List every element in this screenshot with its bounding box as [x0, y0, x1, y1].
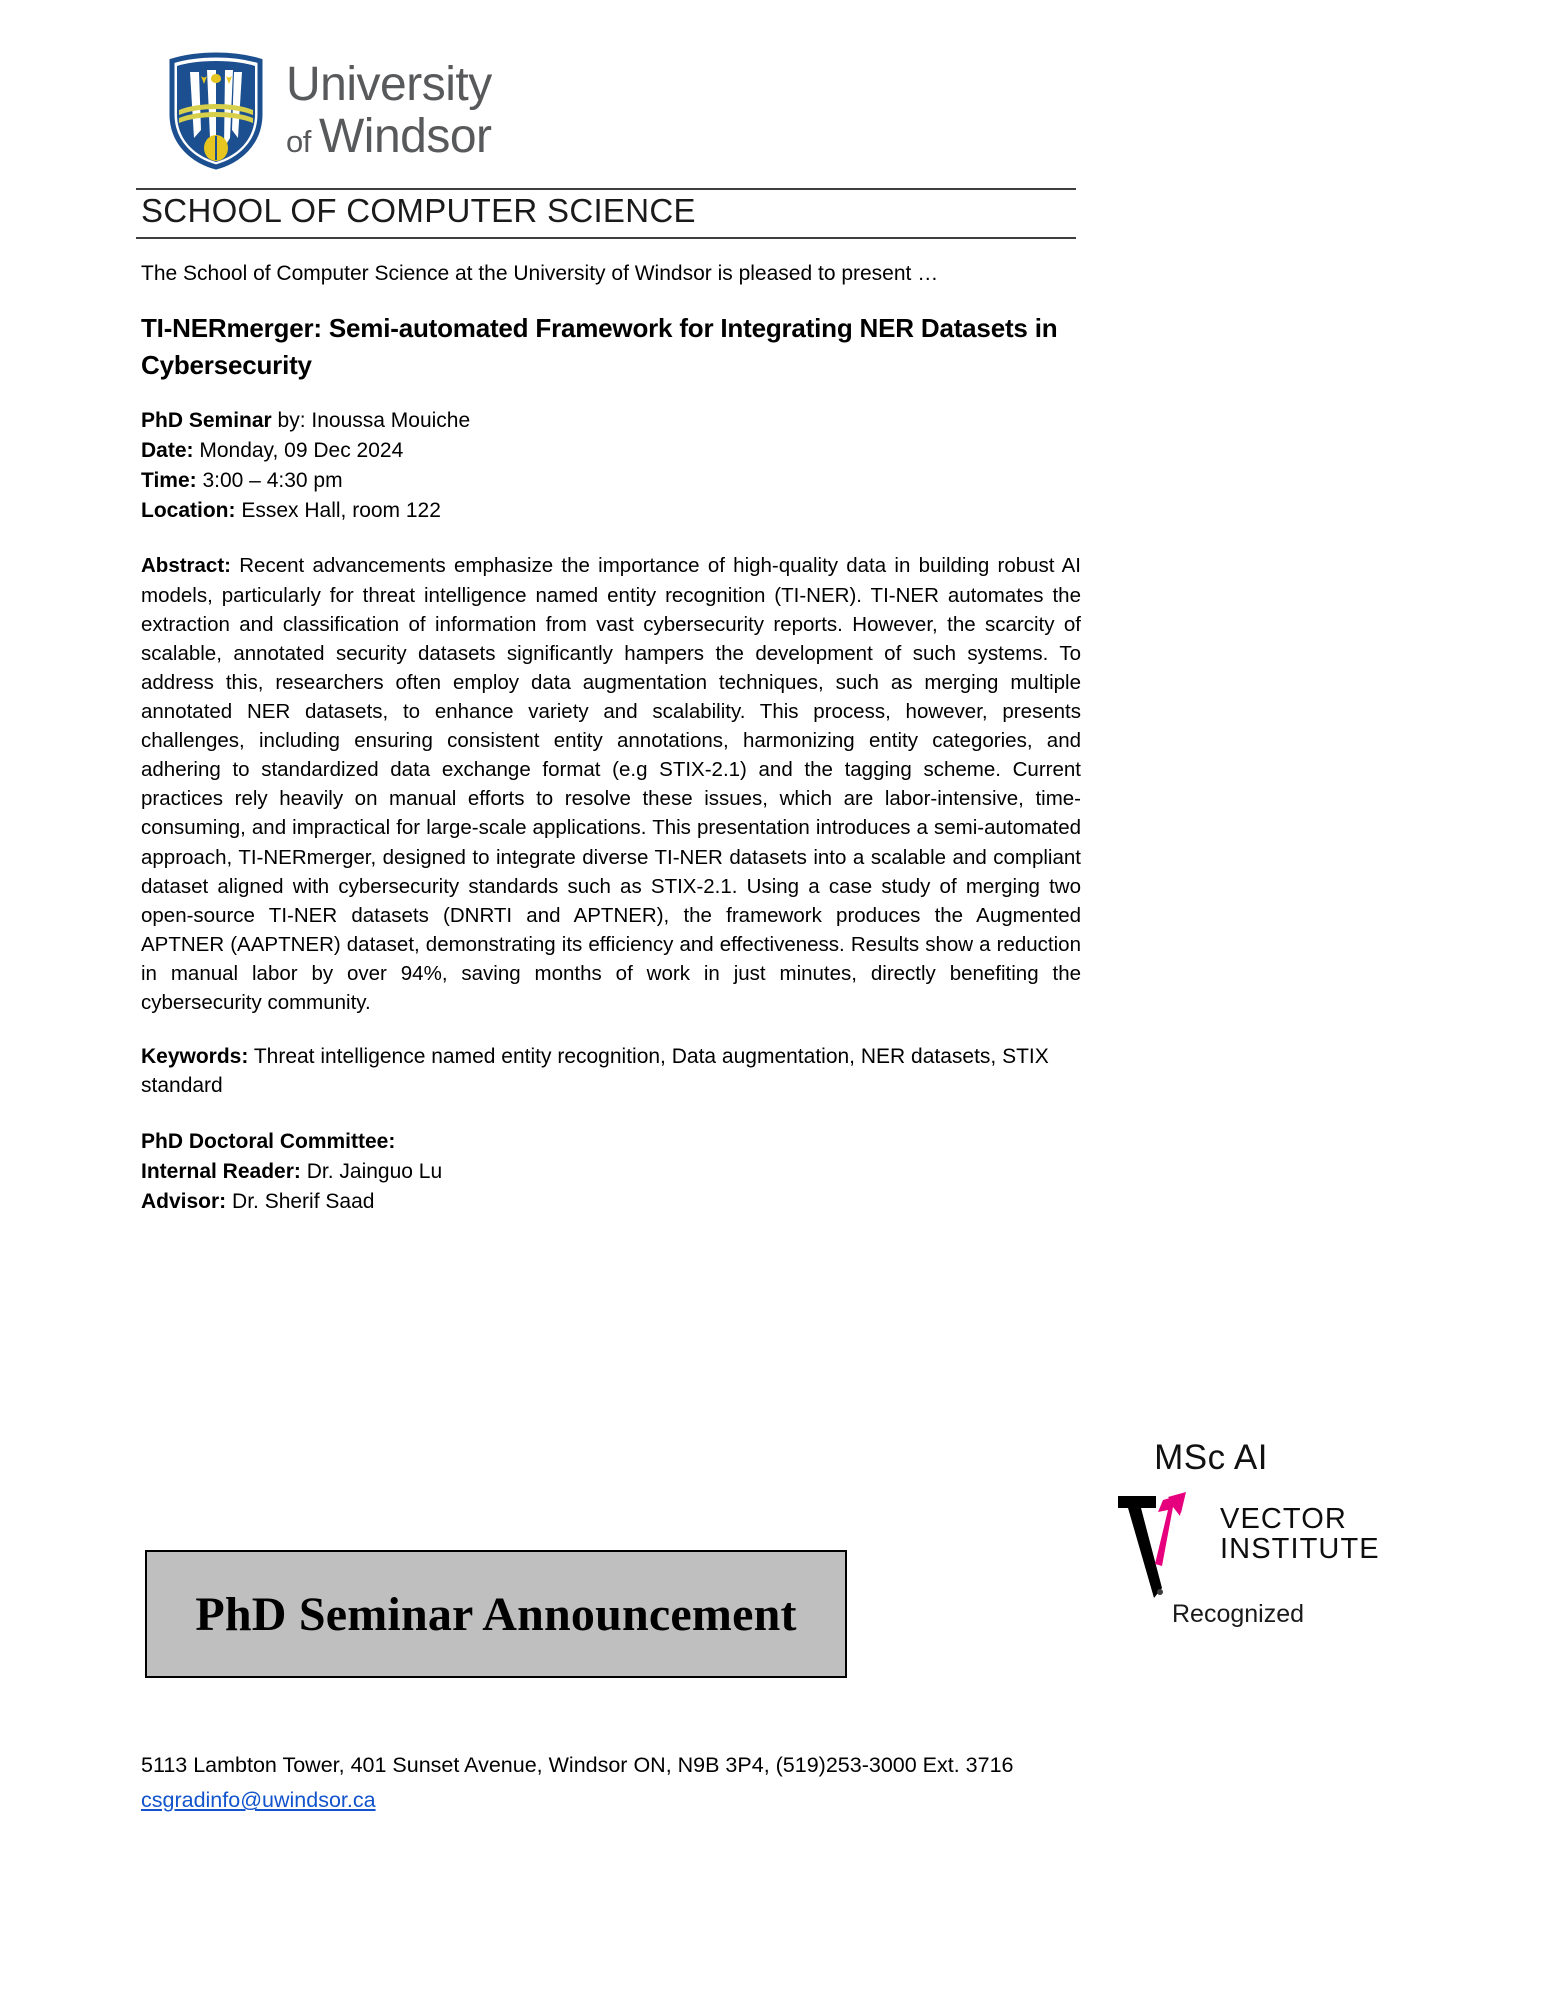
internal-reader-value: Dr. Jainguo Lu [300, 1159, 443, 1183]
detail-row-seminar [141, 406, 1081, 436]
vector-institute-logo-icon [1110, 1482, 1218, 1598]
intro-text: The School of Computer Science at the University of Windsor is pleased to present … [141, 262, 939, 285]
announcement-banner-text: PhD Seminar Announcement [195, 1587, 797, 1641]
vector-word-line-1: VECTOR [1220, 1503, 1347, 1535]
wordmark-windsor: Windsor [318, 110, 492, 163]
vector-institute-block [1110, 1438, 1430, 1598]
msc-ai-label: MSc AI [1154, 1438, 1268, 1477]
abstract-paragraph [141, 551, 1081, 1017]
time-value: 3:00 – 4:30 pm [196, 468, 343, 492]
committee-block [141, 1127, 1081, 1216]
school-name: SCHOOL OF COMPUTER SCIENCE [141, 192, 696, 229]
vector-institute-wordmark [1220, 1504, 1380, 1564]
committee-row-internal-reader [141, 1157, 1081, 1187]
university-wordmark [286, 58, 492, 163]
abstract-label: Abstract: [141, 554, 231, 578]
wordmark-line-1: University [286, 58, 492, 111]
location-label: Location: [141, 498, 236, 522]
main-content [141, 260, 1081, 1217]
keywords-value: Threat intelligence named entity recognition, Data augmentation, NER datasets, STIX standard [141, 1045, 1049, 1098]
date-value: Monday, 09 Dec 2024 [193, 438, 404, 462]
seminar-details [141, 406, 1081, 525]
header-rule-bottom [136, 237, 1076, 239]
university-logo-block [168, 52, 492, 170]
announcement-banner [145, 1550, 847, 1678]
time-label: Time: [141, 468, 197, 492]
keywords-paragraph [141, 1043, 1081, 1101]
advisor-label: Advisor: [141, 1189, 227, 1213]
committee-row-advisor [141, 1187, 1081, 1217]
header-rule-top [136, 188, 1076, 190]
footer-email-link[interactable]: csgradinfo@uwindsor.ca [141, 1788, 376, 1813]
wordmark-of: of [286, 124, 319, 159]
detail-row-time [141, 466, 1081, 496]
date-label: Date: [141, 438, 194, 462]
detail-row-location [141, 496, 1081, 526]
committee-heading: PhD Doctoral Committee: [141, 1130, 396, 1154]
keywords-label: Keywords: [141, 1045, 249, 1069]
vector-word-line-2: INSTITUTE [1220, 1533, 1380, 1566]
detail-row-date [141, 436, 1081, 466]
talk-title: TI-NERmerger: Semi-automated Framework for Integrating NER Datasets in Cybersecurity [141, 313, 1058, 381]
wordmark-line-2 [286, 110, 492, 163]
advisor-value: Dr. Sherif Saad [226, 1189, 375, 1213]
footer-address: 5113 Lambton Tower, 401 Sunset Avenue, Windsor ON, N9B 3P4, (519)253-3000 Ext. 3716 [141, 1753, 1014, 1777]
footer [141, 1750, 1141, 1816]
location-value: Essex Hall, room 122 [235, 498, 441, 522]
abstract-text: Recent advancements emphasize the importance of high-quality data in building robust AI models, particularly for threat intelligence named entity recognition (TI-NER). TI-NER automates the extraction and classification of information from vast cybersecurity reports. However, the scarcity of scalable, annotated security datasets significantly hampers the development of such systems. To address this, researchers often employ data augmentation techniques, such as merging multiple annotated NER datasets, to enhance variety and scalability. This process, however, presents challenges, including ensuring consistent entity annotations, harmonizing entity categories, and adhering to standardized data exchange format (e.g STIX-2.1) and the tagging scheme. Current practices rely heavily on manual efforts to resolve these issues, which are labor-intensive, time-consuming, and impractical for large-scale applications. This presentation introduces a semi-automated approach, TI-NERmerger, designed to integrate diverse TI-NER datasets into a scalable and compliant dataset aligned with cybersecurity standards such as STIX-2.1. Using a case study of merging two open-source TI-NER datasets (DNRTI and APTNER), the framework produces the Augmented APTNER (AAPTNER) dataset, demonstrating its efficiency and effectiveness. Results show a reduction in manual labor by over 94%, saving months of work in just minutes, directly benefiting the cybersecurity community. [141, 554, 1081, 1015]
vector-recognized-label: Recognized [1172, 1600, 1305, 1628]
internal-reader-label: Internal Reader: [141, 1159, 301, 1183]
seminar-value: by: Inoussa Mouiche [271, 409, 471, 433]
seminar-label: PhD Seminar [141, 409, 272, 433]
vector-logo-row [1110, 1482, 1430, 1598]
university-of-windsor-shield-icon [168, 52, 264, 170]
